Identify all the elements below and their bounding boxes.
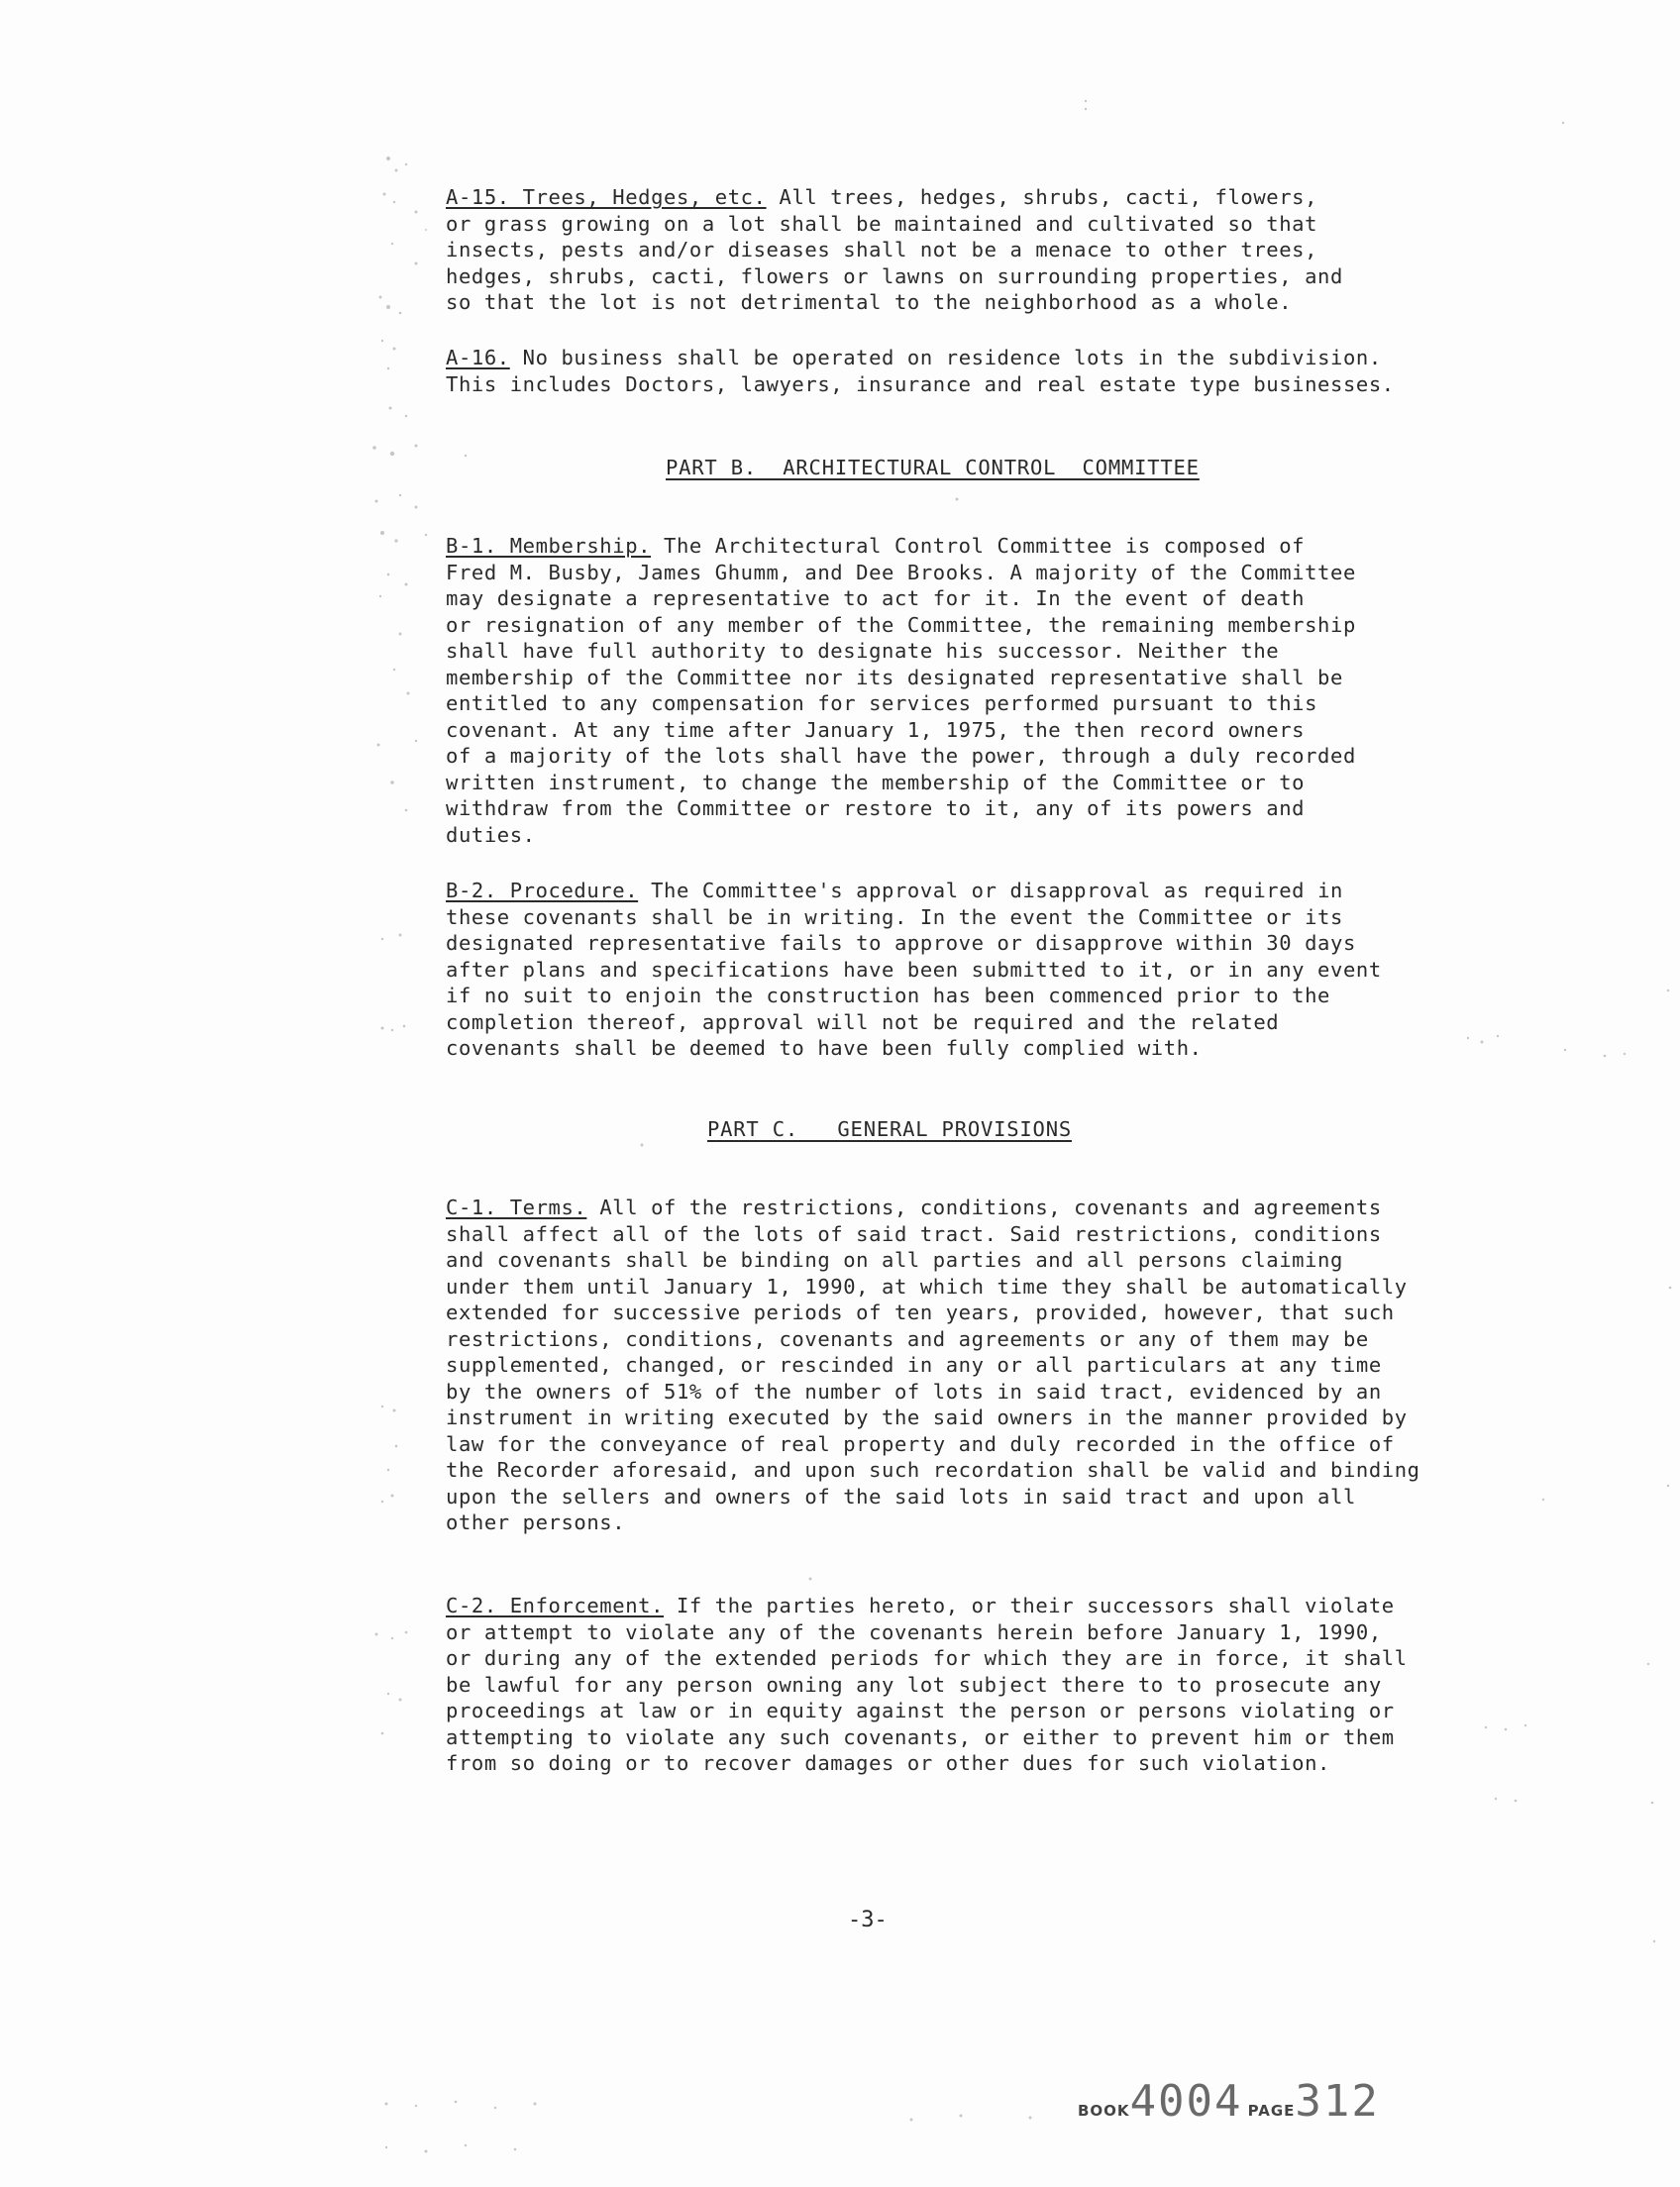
recording-stamp [1078,2076,1380,2127]
paragraph-c1-heading: C-1. Terms. [446,1196,587,1219]
paragraph-b2 [446,878,1446,1062]
paragraph-c1 [446,1195,1446,1536]
page-number: -3- [848,1908,888,1932]
paragraph-a16-heading: A-16. [446,346,510,369]
paragraph-b1-body: The Architectural Control Committee is composed of Fred M. Busby, James Ghumm, and Dee Brooks. A majority of the Committee may designate a representative to act for it. In the event of death or resignation of any member of the Committee, the remaining membership shall have full authority to designate his successor. Neither the membership of the Committee nor its designated representative shall be entitled to any compensation for services performed pursuant to this covenant. At any time after January 1, 1975, the then record owners of a majority of the lots shall have the power, through a duly recorded written instrument, to change the membership of the Committee or to withdraw from the Committee or restore to it, any of its powers and duties. [446,534,1356,847]
section-heading-part-b: PART B. ARCHITECTURAL CONTROL COMMITTEE [666,456,1200,479]
stamp-book-label: BOOK [1078,2102,1130,2120]
paragraph-a16-body: No business shall be operated on residence lots in the subdivision. This includes Doctors, lawyers, insurance and real estate type businesses. [446,346,1395,396]
paragraph-a16 [446,345,1446,397]
paragraph-a15-body: All trees, hedges, shrubs, cacti, flowers, or grass growing on a lot shall be maintained and cultivated so that insects, pests and/or diseases shall not be a menace to other trees, hedges, shrubs, cacti, flowers or lawns on surrounding properties, and so that the lot is not detrimental to the neighborhood as a whole. [446,185,1343,314]
stamp-page-label: PAGE [1247,2102,1296,2120]
paragraph-c2-heading: C-2. Enforcement. [446,1594,665,1617]
paragraph-a15 [446,184,1446,316]
paragraph-a15-heading: A-15. Trees, Hedges, etc. [446,185,767,209]
paragraph-b2-heading: B-2. Procedure. [446,879,639,902]
section-heading-part-c: PART C. GENERAL PROVISIONS [707,1117,1072,1141]
paragraph-c2 [446,1593,1446,1777]
paragraph-b2-body: The Committee's approval or disapproval as required in these covenants shall be in writing. In the event the Committee or its designated representative fails to approve or disapprove within 30 days after plans and specifications have been submitted to it, or in any event if no suit to enjoin the construction has been commenced prior to the completion thereof, approval will not be required and the related covenants shall be deemed to have been fully complied with. [446,879,1382,1060]
stamp-page-number: 312 [1295,2076,1380,2127]
paragraph-c2-body: If the parties hereto, or their successors shall violate or attempt to violate any of the covenants herein before January 1, 1990, or during any of the extended periods for which they are in force, it shall be lawful for any person owning any lot subject there to to prosecute any proceedings at law or in equity against the person or persons violating or attempting to violate any such covenants, or either to prevent him or them from so doing or to recover damages or other dues for such violation. [446,1594,1408,1775]
paragraph-b1 [446,533,1446,848]
paragraph-c1-body: All of the restrictions, conditions, covenants and agreements shall affect all of the lots of said tract. Said restrictions, conditions and covenants shall be binding on all parties and all persons claiming under them until January 1, 1990, at which time they shall be automatically extended for successive periods of ten years, provided, however, that such restrictions, conditions, covenants and agreements or any of them may be supplemented, changed, or rescinded in any or all particulars at any time by the owners of 51% of the number of lots in said tract, evidenced by an instrument in writing executed by the said owners in the manner provided by law for the conveyance of real property and duly recorded in the office of the Recorder aforesaid, and upon such recordation shall be valid and binding upon the sellers and owners of the said lots in said tract and upon all other persons. [446,1196,1420,1534]
stamp-book-number: 4004 [1129,2076,1243,2127]
paragraph-b1-heading: B-1. Membership. [446,534,652,558]
